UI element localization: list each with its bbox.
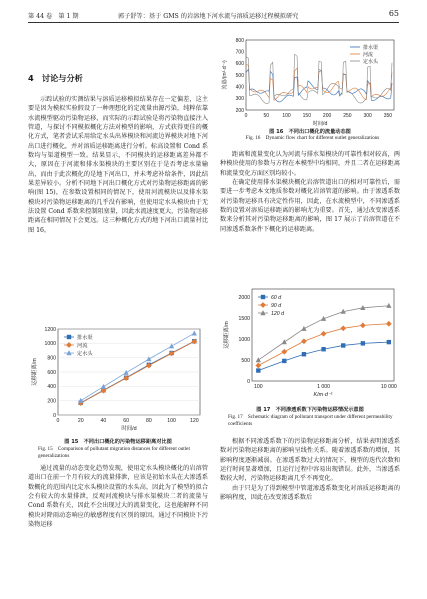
data-point [169, 343, 174, 348]
page-number: 65 [388, 9, 399, 18]
x-tick-label: 40 [100, 418, 107, 424]
data-point [78, 398, 83, 403]
x-tick-label: 120 [189, 418, 199, 424]
y-tick-label: 0 [53, 412, 56, 419]
x-axis-label: K/m·d⁻¹ [313, 392, 333, 398]
figure-15-caption-en: Fig. 15 Comparison of pollutant migration distances for different outlet generalizations [38, 446, 190, 459]
figure-17-caption-en: Fig. 17 Schematic diagram of pollutant transport under different permeability coefficients [228, 414, 393, 427]
x-tick-label: 10 000 [380, 384, 397, 390]
legend-label: 60 d [271, 295, 282, 301]
x-tick-label: 250 [343, 113, 352, 119]
legend-marker [66, 342, 72, 348]
x-tick-label: 60 [123, 418, 130, 424]
right-column-text [220, 150, 400, 280]
paragraph: 在确定使用排水渠模块概化岩溶管道出口的相对可靠性后，需要进一步考虑本文地质参数对概化岩溶管道的影响。由于渗透系数对污染物运移具有决定性作用，因此，在水流模型中，不同渗透系数的设置对溶质运移距离的影响尤为重要。首先，通过改变渗透系数来分析其对污染物运移距离的影响，图 17 展示了岩溶管道在不同渗透系数条件下概化的运移距离。 [220, 179, 400, 233]
figure-16-chart [220, 36, 400, 128]
data-point [302, 352, 306, 356]
figure-16-caption-en: Fig. 16 Dynamic flow chart for different outlet generalizations [245, 135, 380, 141]
data-point [282, 359, 286, 363]
paragraph: 距离和流量变化认为河流与排水渠模块的可靠性相对较高，两种模块使用的参数与方程在本模型中均相同，并且二者在运移距离和流量变化方面区别均较小。 [220, 151, 400, 177]
y-axis-label: 流量/(m³·d⁻¹) [222, 60, 228, 90]
figure-17-caption-cn: 图 17 不同渗透系数下污染物运移情况示意图 [256, 407, 364, 413]
data-point [281, 349, 287, 355]
data-point [124, 370, 129, 375]
x-tick-label: 80 [145, 418, 152, 424]
x-tick-label: 150 [302, 113, 311, 119]
paragraph: 通过流量的动态变化趋势发现，使用定水头模块概化的岩溶管道出口在前一个月有较大的流量排泄，应该是初始水头在大渗透系数概化的范围内比定水头模块设置的水头高，因此为了模型的拟合会有较大的水量排泄，反观河流模块与排水渠模块二者的流量与 Cond 系数有关，因此不会出现过大的流量变化，这也能解释不同模块对降雨动态响应的敏感程度有区别的原因。通过不同模块下污染物运移 [28, 465, 208, 529]
legend-label: 定水头 [363, 59, 379, 65]
y-tick-label: 200 [235, 107, 244, 114]
legend-marker [260, 302, 266, 308]
y-axis-label: 运移距离/m [224, 321, 230, 349]
paragraph: 由于只是为了得到模型中管道渗透系数变化对溶质运移距离的影响程度，因此在改变渗透系数后 [220, 484, 400, 502]
legend-label: 120 d [271, 311, 284, 317]
x-tick-label: 100 [167, 418, 176, 424]
y-tick-label: 2000 [238, 295, 250, 302]
x-tick-label: 50 [263, 113, 270, 119]
data-point [282, 339, 287, 344]
x-tick-label: 100 [282, 113, 291, 119]
legend-label: 河流 [77, 343, 88, 349]
data-point [341, 343, 345, 347]
y-tick-label: 600 [235, 61, 244, 68]
x-tick-label: 200 [322, 113, 332, 119]
figure-17-chart [220, 283, 400, 403]
data-point [146, 356, 151, 361]
data-point [301, 338, 307, 344]
y-tick-label: 200 [47, 398, 56, 405]
x-tick-label: 0 [56, 418, 60, 424]
data-point [321, 347, 325, 351]
data-point [192, 330, 197, 335]
header-rule [28, 22, 399, 23]
data-point [360, 323, 366, 329]
x-tick-label: 350 [383, 113, 393, 119]
running-header [28, 9, 399, 21]
figure-15-caption-cn: 图 15 不同出口概化的污染物运移距离对比图 [64, 439, 172, 445]
y-axis-label: 运移距离/m [32, 358, 38, 386]
y-tick-label: 500 [235, 72, 244, 79]
y-tick-label: 400 [47, 384, 56, 391]
y-tick-label: 600 [47, 369, 56, 376]
legend-marker [261, 295, 265, 299]
figure-15-chart [28, 323, 208, 437]
y-tick-label: 800 [47, 355, 56, 362]
data-point [387, 340, 391, 344]
data-point [340, 325, 346, 331]
data-point [255, 363, 261, 369]
y-tick-label: 800 [235, 37, 244, 44]
legend-label: 定水头 [77, 351, 93, 357]
data-point [321, 331, 327, 337]
legend-label: 90 d [271, 303, 282, 309]
y-tick-label: 400 [235, 84, 244, 91]
data-point [386, 303, 391, 308]
x-axis-label: 时间/d [312, 121, 328, 127]
y-tick-label: 1200 [44, 326, 56, 333]
header-title: 郭子舒等：基于 GMS 的岩溶地下河水流与溶质运移过程模拟研究 [118, 13, 299, 20]
legend-label: 河流 [363, 52, 374, 58]
paragraph: 根据不同渗透系数下的污染物运移距离分析，结果表明渗透系数对污染物运移距离的影响呈线性关系。随着渗透系数的增加，其影响程度逐渐减弱。在渗透系数过大的情况下，模型的迭代次数和运行时间显著增加，且运行过程中容易出现错误。此外，当渗透系数较大时，污染物运移距离几乎不再变化。 [220, 438, 400, 483]
y-tick-label: 1000 [44, 341, 56, 348]
x-tick-label: 20 [77, 418, 84, 424]
legend-label: 排水渠 [363, 45, 379, 51]
x-tick-label: 0 [244, 113, 248, 119]
data-point [361, 341, 365, 345]
data-point [256, 368, 260, 372]
left-column-text-2 [28, 464, 208, 589]
data-point [256, 357, 261, 362]
y-tick-label: 700 [235, 49, 244, 56]
x-tick-label: 300 [363, 113, 372, 119]
data-point [386, 321, 392, 327]
x-axis-label: 时间/d [121, 426, 137, 432]
figure-16-caption-cn: 图 16 不同出口概化的流量动态图 [269, 129, 351, 135]
right-column-text-2 [220, 437, 400, 589]
journal-volume: 第 44 卷 第 1 期 [28, 13, 79, 20]
x-tick-label: 1 000 [317, 384, 331, 390]
paragraph: 示踪试验的实测结果与溶质运移模拟结果存在一定偏差，这主要是因为模拟实验假设了一种理想化的定流量由源污染，纯粹依靠水流模型驱动污染物运移，而实际的示踪试验是将污染物直接注入管道，与探讨不同模拟概化方法对模型的影响，方式获得更佳的概化方式，笔者尝试采用给定水头出界模块和河流边界模块对地下河出口进行概化，并对溶质运移距离进行分析。标高设置和 Cond 系数均与渠道模型一致。结果显示，不同模块的运移距离差异都不大，原因在于河流和排水渠模块的主要区别在于是否考虑水量输出，而由于此次概化的是地下河出口，并未考虑补给条件，因此结果差异较小。分析不同地下河出口概化方式对污染物运移距离的影响(图 15)，在参数设置相同的情况下，使用河流模块以及排水渠模块对污染物运移距离的几乎没有影响，但使用定水头模块由于无法设置 Cond 系数来控制阻塞量，因此水流速度更大，污染物运移距离在相同情况下会更远。这三种概化方式的地下河出口流量衬比图 16。 [28, 96, 208, 234]
left-column-text [28, 95, 208, 320]
legend-marker [67, 335, 71, 339]
y-tick-label: 1500 [238, 316, 250, 323]
section-heading: 4 讨论与分析 [28, 73, 83, 83]
y-tick-label: 1000 [238, 336, 250, 343]
y-tick-label: 300 [235, 96, 244, 103]
legend-label: 排水渠 [77, 335, 93, 341]
x-tick-label: 100 [253, 384, 263, 390]
data-point [301, 326, 306, 331]
series-line-1 [81, 342, 195, 404]
series-line-1 [258, 324, 389, 366]
y-tick-label: 500 [241, 357, 250, 364]
y-tick-label: 0 [247, 378, 250, 385]
